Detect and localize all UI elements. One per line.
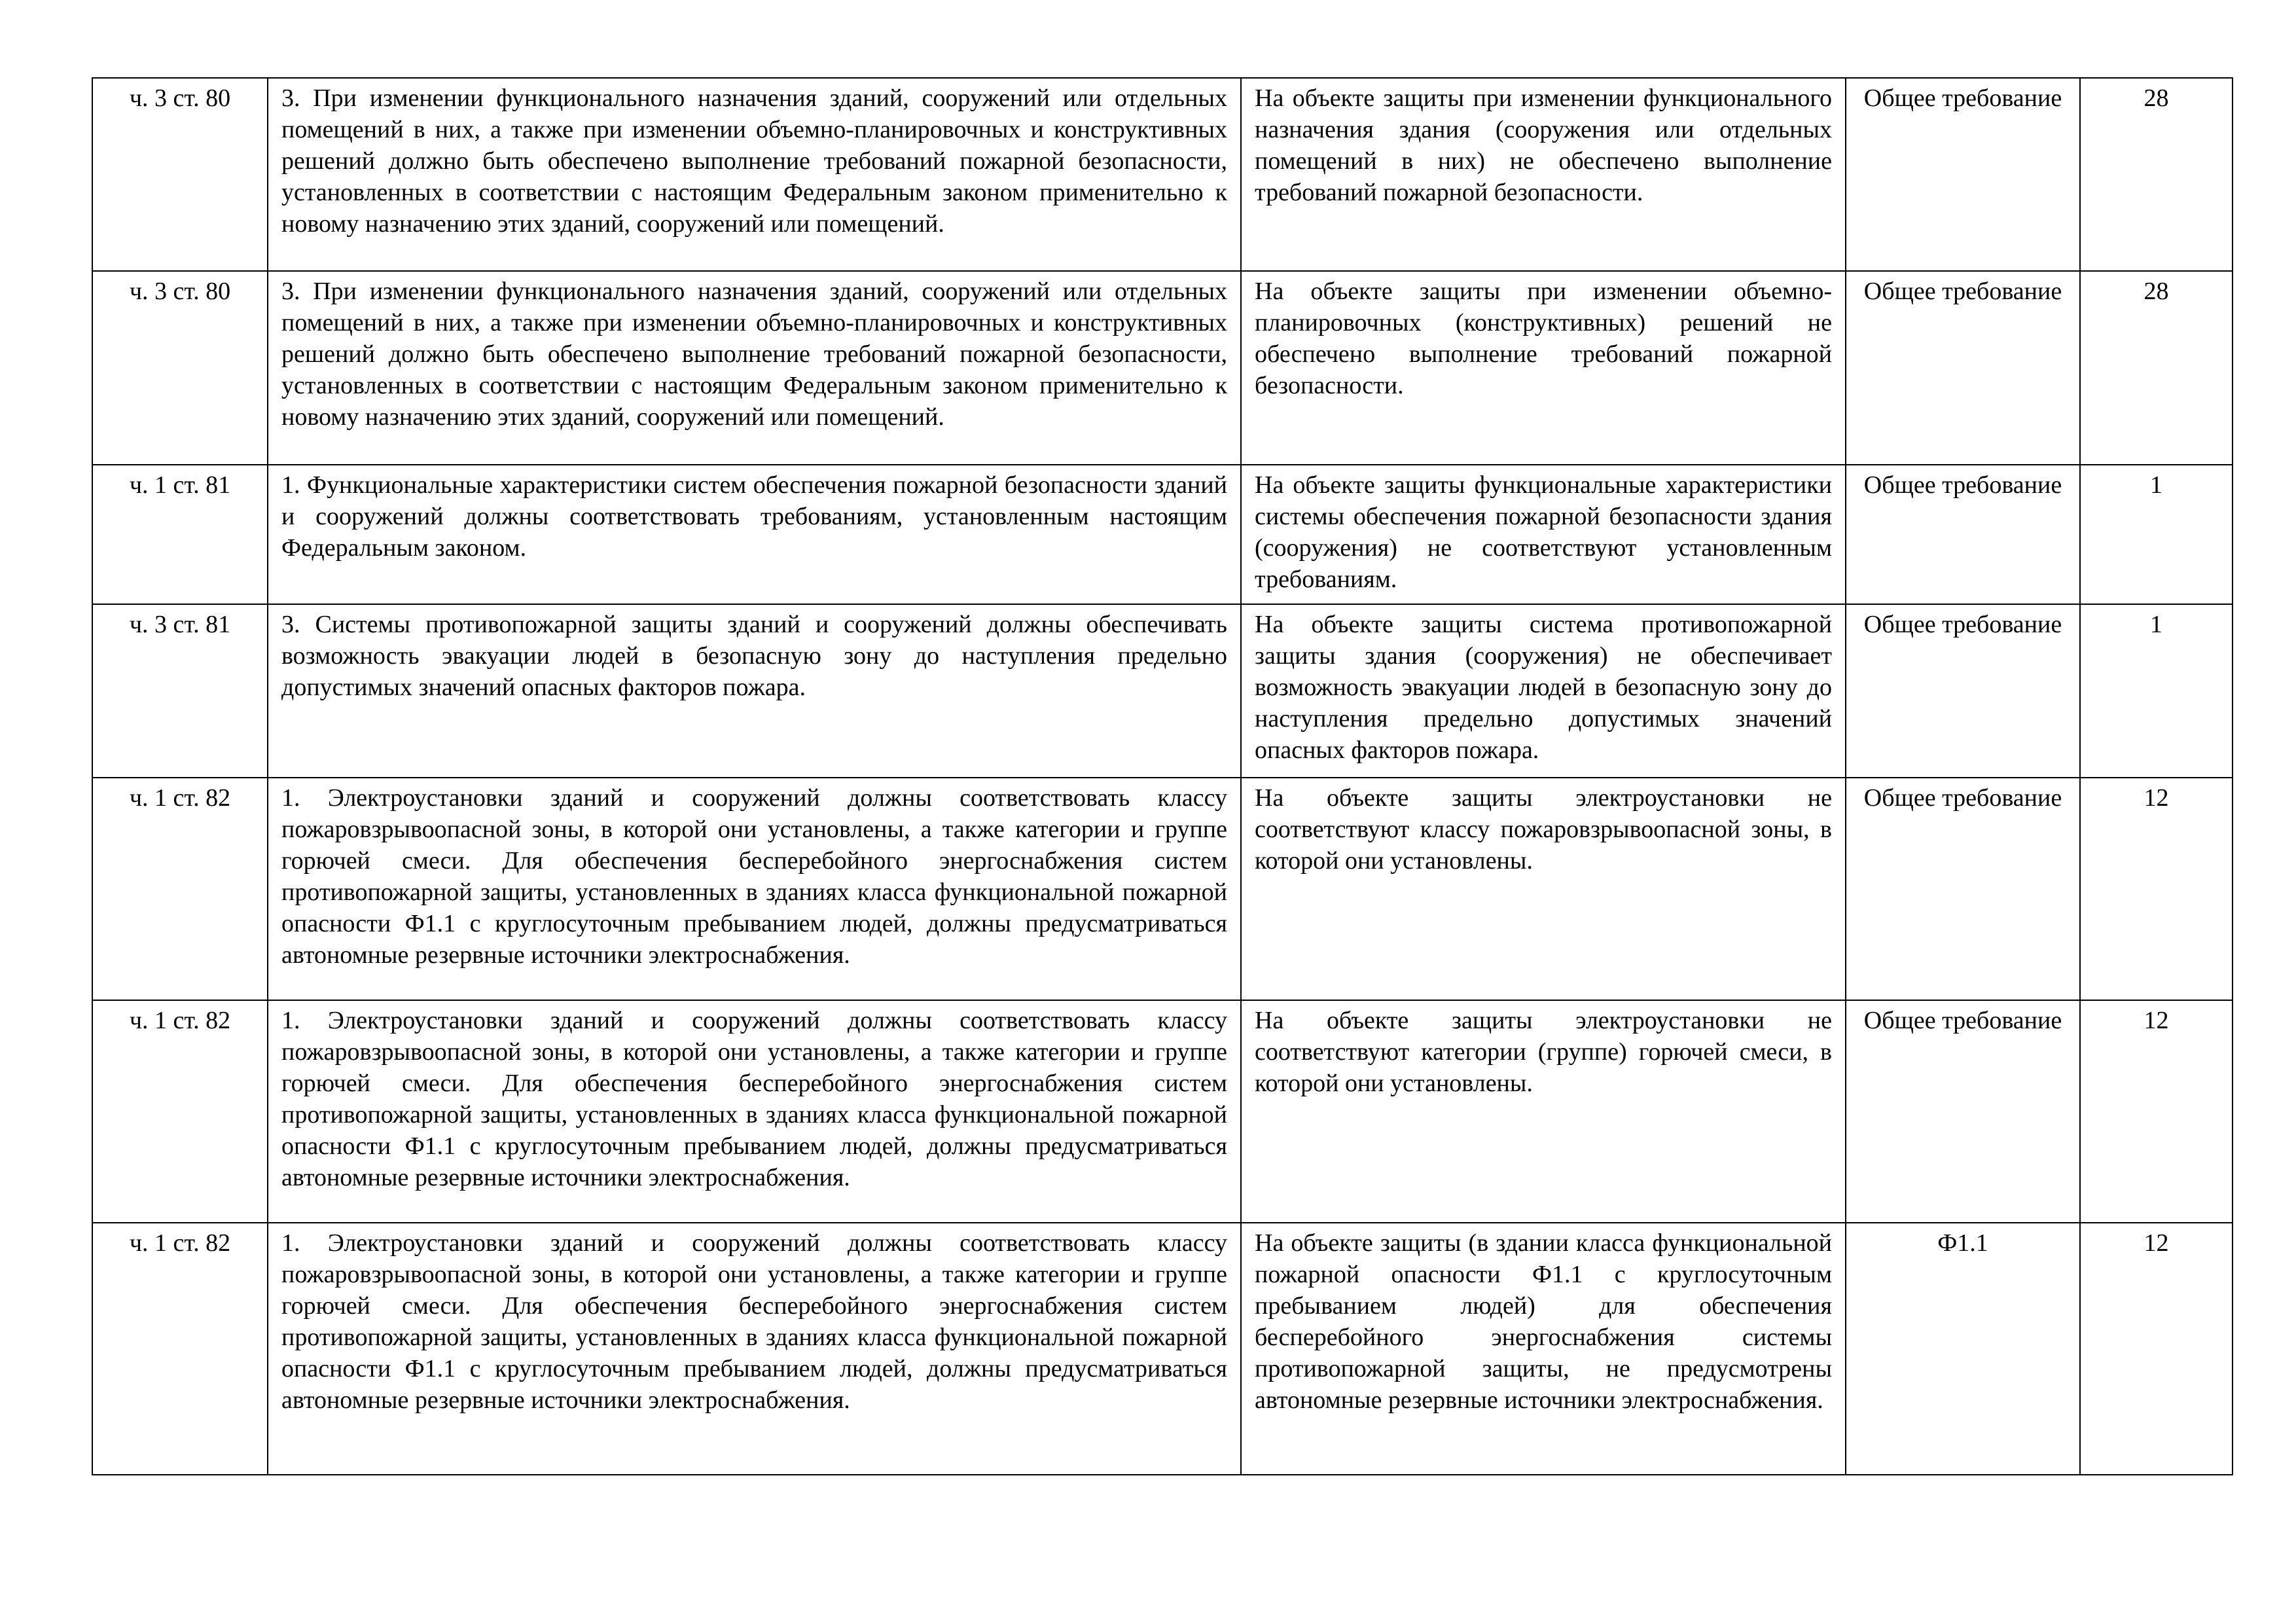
article-reference-text: ч. 3 ст. 80: [129, 84, 231, 112]
applicability-text: Общее требование: [1863, 278, 2062, 305]
applicability-cell: [1846, 1223, 2080, 1475]
table-row: [92, 604, 2233, 778]
article-reference-text: ч. 1 ст. 82: [129, 1007, 231, 1034]
violation-description-cell: [1241, 1000, 1846, 1223]
requirement-text-cell: [268, 78, 1241, 271]
applicability-text: Общее требование: [1863, 611, 2062, 638]
item-number-text: 12: [2144, 1007, 2169, 1034]
item-number-text: 12: [2144, 784, 2169, 812]
document-page: [92, 77, 2232, 1475]
applicability-text: Ф1.1: [1937, 1229, 1988, 1257]
requirement-text-cell: [268, 604, 1241, 778]
violation-description-text: На объекте защиты при изменении объемно-планировочных (конструктивных) решений не обеспечено выполнение требований пожарной безопасности.: [1255, 278, 1832, 399]
requirement-text-text: 3. Системы противопожарной защиты зданий и сооружений должны обеспечивать возможность эвакуации людей в безопасную зону до наступления предельно допустимых значений опасных факторов пожара.: [281, 611, 1227, 701]
requirement-text-cell: [268, 1000, 1241, 1223]
item-number-cell: [2080, 271, 2233, 465]
requirement-text-text: 1. Электроустановки зданий и сооружений должны соответствовать классу пожаровзрывоопасной зоны, в которой они установлены, а также категории и группе горючей смеси. Для обеспечения бесперебойного энергоснабжения систем противопожарной защиты, установленных в зданиях класса функциональной пожарной опасности Ф1.1 с круглосуточным пребыванием людей, должны предусматриваться автономные резервные источники электроснабжения.: [281, 1229, 1227, 1414]
table-row: [92, 465, 2233, 604]
article-reference-cell: [92, 465, 268, 604]
applicability-text: Общее требование: [1863, 84, 2062, 112]
item-number-cell: [2080, 1000, 2233, 1223]
requirement-text-text: 3. При изменении функционального назначения зданий, сооружений или отдельных помещений в них, а также при изменении объемно-планировочных и конструктивных решений должно быть обеспечено выполнение требований пожарной безопасности, установленных в соответствии с настоящим Федеральным законом применительно к новому назначению этих зданий, сооружений или помещений.: [281, 278, 1227, 431]
article-reference-cell: [92, 1000, 268, 1223]
item-number-cell: [2080, 1223, 2233, 1475]
applicability-text: Общее требование: [1863, 471, 2062, 499]
item-number-text: 28: [2144, 84, 2169, 112]
article-reference-cell: [92, 604, 268, 778]
requirement-text-cell: [268, 1223, 1241, 1475]
requirement-text-cell: [268, 778, 1241, 1000]
article-reference-text: ч. 3 ст. 80: [129, 278, 231, 305]
table-row: [92, 1223, 2233, 1475]
table-row: [92, 78, 2233, 271]
violation-description-text: На объекте защиты функциональные характеристики системы обеспечения пожарной безопасности здания (сооружения) не соответствуют установленным требованиям.: [1255, 471, 1832, 593]
table-row: [92, 1000, 2233, 1223]
table-body: [92, 78, 2233, 1475]
requirements-table: [92, 77, 2233, 1475]
applicability-cell: [1846, 604, 2080, 778]
violation-description-text: На объекте защиты при изменении функционального назначения здания (сооружения или отдельных помещений в них) не обеспечено выполнение требований пожарной безопасности.: [1255, 84, 1832, 206]
article-reference-cell: [92, 78, 268, 271]
violation-description-cell: [1241, 78, 1846, 271]
applicability-cell: [1846, 778, 2080, 1000]
violation-description-cell: [1241, 604, 1846, 778]
item-number-cell: [2080, 78, 2233, 271]
violation-description-cell: [1241, 271, 1846, 465]
item-number-text: 1: [2150, 471, 2162, 499]
table-row: [92, 271, 2233, 465]
item-number-text: 28: [2144, 278, 2169, 305]
violation-description-cell: [1241, 465, 1846, 604]
applicability-text: Общее требование: [1863, 1007, 2062, 1034]
applicability-cell: [1846, 465, 2080, 604]
article-reference-text: ч. 1 ст. 81: [129, 471, 231, 499]
item-number-cell: [2080, 465, 2233, 604]
requirement-text-text: 3. При изменении функционального назначения зданий, сооружений или отдельных помещений в них, а также при изменении объемно-планировочных и конструктивных решений должно быть обеспечено выполнение требований пожарной безопасности, установленных в соответствии с настоящим Федеральным законом применительно к новому назначению этих зданий, сооружений или помещений.: [281, 84, 1227, 238]
item-number-cell: [2080, 778, 2233, 1000]
article-reference-text: ч. 1 ст. 82: [129, 784, 231, 812]
article-reference-text: ч. 1 ст. 82: [129, 1229, 231, 1257]
applicability-text: Общее требование: [1863, 784, 2062, 812]
article-reference-cell: [92, 271, 268, 465]
requirement-text-cell: [268, 465, 1241, 604]
violation-description-cell: [1241, 778, 1846, 1000]
applicability-cell: [1846, 1000, 2080, 1223]
violation-description-text: На объекте защиты система противопожарной защиты здания (сооружения) не обеспечивает возможность эвакуации людей в безопасную зону до наступления предельно допустимых значений опасных факторов пожара.: [1255, 611, 1832, 764]
violation-description-cell: [1241, 1223, 1846, 1475]
item-number-text: 1: [2150, 611, 2162, 638]
requirement-text-text: 1. Функциональные характеристики систем обеспечения пожарной безопасности зданий и сооружений должны соответствовать требованиям, установленным настоящим Федеральным законом.: [281, 471, 1227, 562]
requirement-text-text: 1. Электроустановки зданий и сооружений должны соответствовать классу пожаровзрывоопасной зоны, в которой они установлены, а также категории и группе горючей смеси. Для обеспечения бесперебойного энергоснабжения систем противопожарной защиты, установленных в зданиях класса функциональной пожарной опасности Ф1.1 с круглосуточным пребыванием людей, должны предусматриваться автономные резервные источники электроснабжения.: [281, 1007, 1227, 1191]
article-reference-text: ч. 3 ст. 81: [129, 611, 231, 638]
applicability-cell: [1846, 271, 2080, 465]
violation-description-text: На объекте защиты электроустановки не соответствуют классу пожаровзрывоопасной зоны, в которой они установлены.: [1255, 784, 1832, 875]
requirement-text-cell: [268, 271, 1241, 465]
violation-description-text: На объекте защиты (в здании класса функциональной пожарной опасности Ф1.1 с круглосуточным пребыванием людей) для обеспечения бесперебойного энергоснабжения системы противопожарной защиты, не предусмотрены автономные резервные источники электроснабжения.: [1255, 1229, 1832, 1414]
violation-description-text: На объекте защиты электроустановки не соответствуют категории (группе) горючей смеси, в которой они установлены.: [1255, 1007, 1832, 1097]
article-reference-cell: [92, 778, 268, 1000]
item-number-text: 12: [2144, 1229, 2169, 1257]
item-number-cell: [2080, 604, 2233, 778]
table-row: [92, 778, 2233, 1000]
applicability-cell: [1846, 78, 2080, 271]
article-reference-cell: [92, 1223, 268, 1475]
requirement-text-text: 1. Электроустановки зданий и сооружений должны соответствовать классу пожаровзрывоопасной зоны, в которой они установлены, а также категории и группе горючей смеси. Для обеспечения бесперебойного энергоснабжения систем противопожарной защиты, установленных в зданиях класса функциональной пожарной опасности Ф1.1 с круглосуточным пребыванием людей, должны предусматриваться автономные резервные источники электроснабжения.: [281, 784, 1227, 969]
